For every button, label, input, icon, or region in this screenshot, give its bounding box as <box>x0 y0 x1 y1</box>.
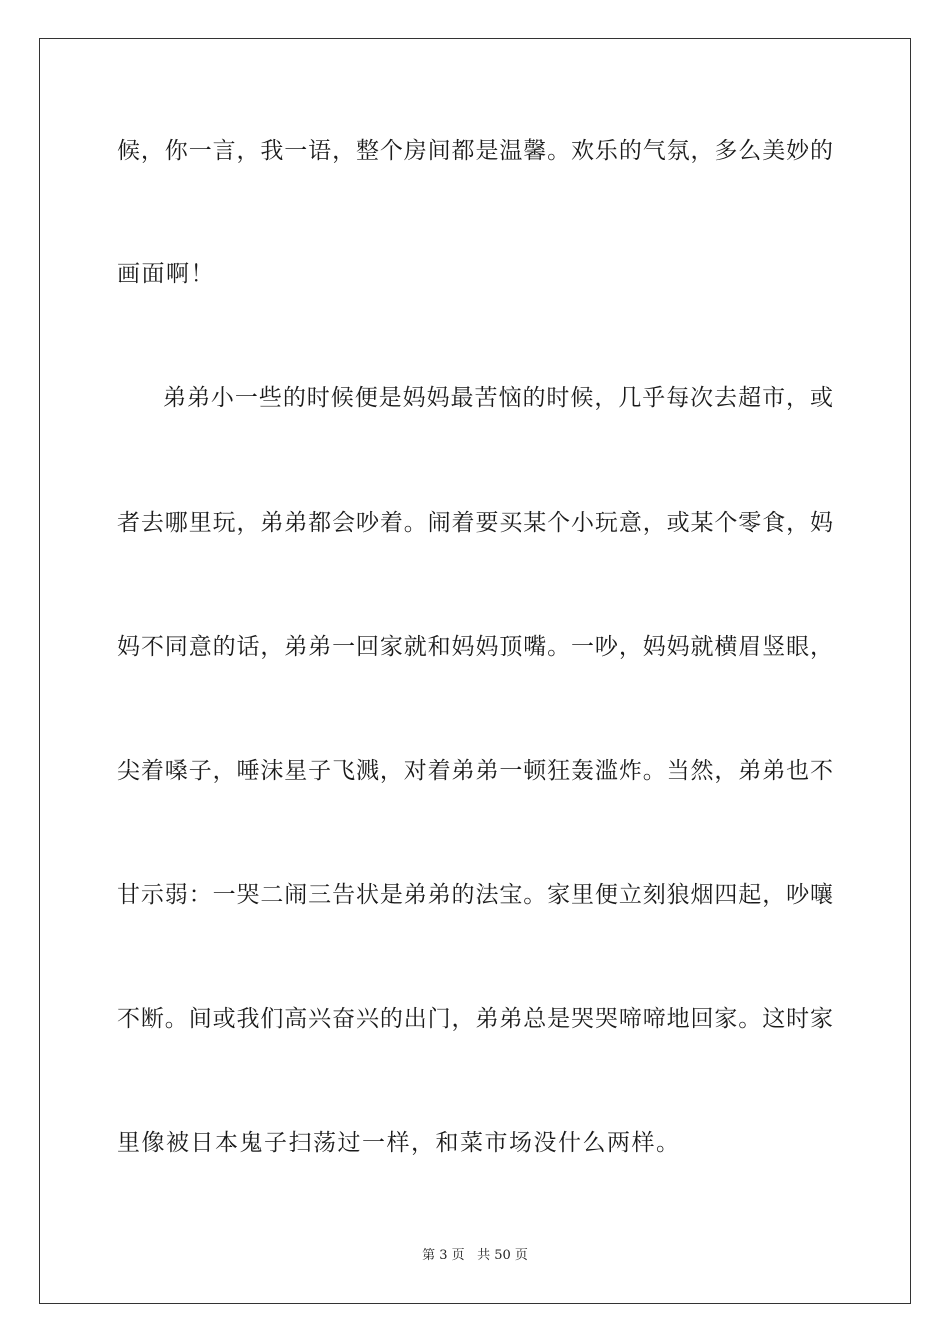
page-number: 第 3 页 <box>422 1248 465 1263</box>
text-line-8: 不断。间或我们高兴奋兴的出门，弟弟总是哭哭啼啼地回家。这时家 <box>117 1006 833 1032</box>
text-line-2: 画面啊！ <box>117 261 215 287</box>
text-line-9: 里像被日本鬼子扫荡过一样，和菜市场没什么两样。 <box>117 1130 681 1156</box>
page-footer <box>0 1247 950 1265</box>
text-line-5: 妈不同意的话，弟弟一回家就和妈妈顶嘴。一吵，妈妈就横眉竖眼， <box>117 634 833 660</box>
page-border <box>39 38 911 1304</box>
text-line-4: 者去哪里玩，弟弟都会吵着。闹着要买某个小玩意，或某个零食，妈 <box>117 510 833 536</box>
page-total: 共 50 页 <box>477 1248 528 1263</box>
text-line-1: 候，你一言，我一语，整个房间都是温馨。欢乐的气氛，多么美妙的 <box>117 138 833 164</box>
text-line-3: 弟弟小一些的时候便是妈妈最苦恼的时候，几乎每次去超市，或 <box>163 385 833 411</box>
text-line-7: 甘示弱：一哭二闹三告状是弟弟的法宝。家里便立刻狼烟四起，吵嚷 <box>117 882 833 908</box>
text-line-6: 尖着嗓子，唾沫星子飞溅，对着弟弟一顿狂轰滥炸。当然，弟弟也不 <box>117 758 833 784</box>
